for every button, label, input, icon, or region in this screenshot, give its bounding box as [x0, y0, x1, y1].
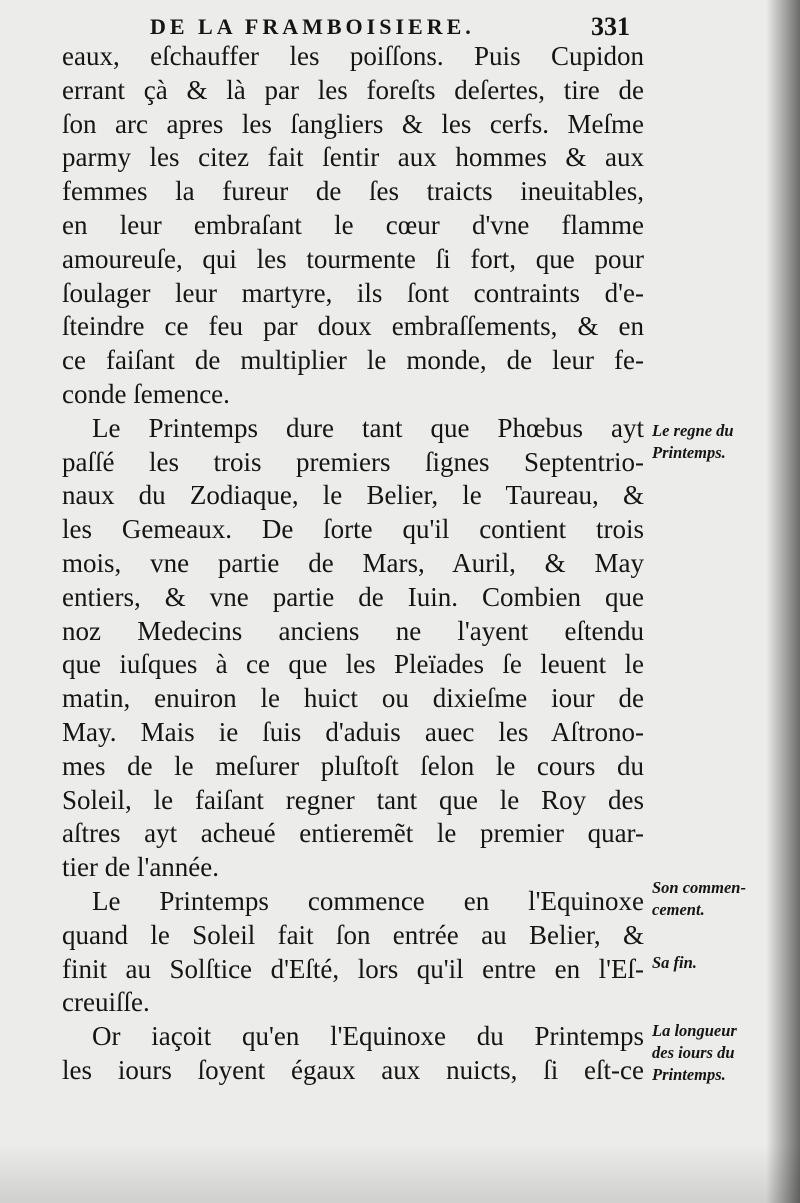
page-bottom-shade: [0, 1143, 800, 1203]
page-number: 331: [591, 12, 630, 41]
text-line: paſſé les trois premiers ſignes Septentrio-: [62, 446, 644, 477]
text-line: les iours ſoyent égaux aux nuicts, ſi eſt-ce: [62, 1054, 644, 1085]
text-line: que iuſques à ce que les Pleïades ſe leuent le: [62, 649, 644, 680]
page-edge-shadow: [766, 0, 800, 1203]
margin-note: [652, 877, 746, 921]
body-text: [62, 40, 644, 1088]
text-line: quand le Soleil fait ſon entrée au Belier, &: [62, 919, 644, 950]
text-line: conde ſemence.: [62, 378, 230, 409]
margin-note-line: Le regne du: [652, 421, 734, 440]
margin-note: [652, 420, 734, 464]
text-line: mes de le meſurer pluſtoſt ſelon le cours du: [62, 750, 644, 781]
margin-note: [652, 952, 697, 974]
text-line: naux du Zodiaque, le Belier, le Taureau, &: [62, 480, 644, 511]
text-line: tier de l'année.: [62, 852, 220, 883]
text-line: femmes la fureur de ſes traicts ineuitables,: [62, 176, 644, 207]
text-line: Or iaçoit qu'en l'Equinoxe du Printemps: [92, 1021, 644, 1052]
margin-note-line: Printemps.: [652, 443, 726, 462]
margin-note-line: La longueur: [652, 1021, 737, 1040]
text-line: ſoulager leur martyre, ils ſont contraints d'e-: [62, 277, 644, 308]
text-line: finit au Solſtice d'Eſté, lors qu'il entre en l'Eſ-: [62, 953, 644, 984]
text-line: Soleil, le faiſant regner tant que le Roy des: [62, 784, 644, 815]
text-line: mois, vne partie de Mars, Auril, & May: [62, 547, 644, 578]
text-line: ſon arc apres les ſangliers & les cerfs. Meſme: [62, 108, 644, 139]
margin-note-line: Son commen-: [652, 878, 746, 897]
running-head: DE LA FRAMBOISIERE.: [150, 14, 475, 39]
text-line: noz Medecins anciens ne l'ayent eſtendu: [62, 615, 644, 646]
margin-note: [652, 1020, 737, 1086]
text-line: aſtres ayt acheué entieremẽt le premier quar-: [62, 818, 644, 849]
margin-note-line: Sa fin.: [652, 953, 697, 972]
text-line: ſteindre ce feu par doux embraſſements, & en: [62, 311, 644, 342]
text-line: amoureuſe, qui les tourmente ſi fort, que pour: [62, 243, 644, 274]
text-line: May. Mais ie ſuis d'aduis auec les Aſtrono-: [62, 716, 644, 747]
text-line: en leur embraſant le cœur d'vne flamme: [62, 209, 644, 240]
text-line: ce faiſant de multiplier le monde, de leur fe-: [62, 345, 644, 376]
text-line: entiers, & vne partie de Iuin. Combien que: [62, 581, 644, 612]
text-line: creuiſſe.: [62, 987, 150, 1018]
margin-note-line: Printemps.: [652, 1065, 726, 1084]
text-line: parmy les citez fait ſentir aux hommes & aux: [62, 142, 644, 173]
text-line: eaux, eſchauffer les poiſſons. Puis Cupidon: [62, 41, 644, 71]
text-line: errant çà & là par les foreſts deſertes, tire de: [62, 74, 644, 105]
text-line: matin, enuiron le huict ou dixieſme iour de: [62, 683, 644, 714]
margin-note-line: cement.: [652, 900, 705, 919]
text-line: les Gemeaux. De ſorte qu'il contient trois: [62, 514, 644, 545]
margin-note-line: des iours du: [652, 1043, 735, 1062]
text-line: Le Printemps commence en l'Equinoxe: [92, 885, 644, 916]
text-line: Le Printemps dure tant que Phœbus ayt: [92, 412, 644, 443]
